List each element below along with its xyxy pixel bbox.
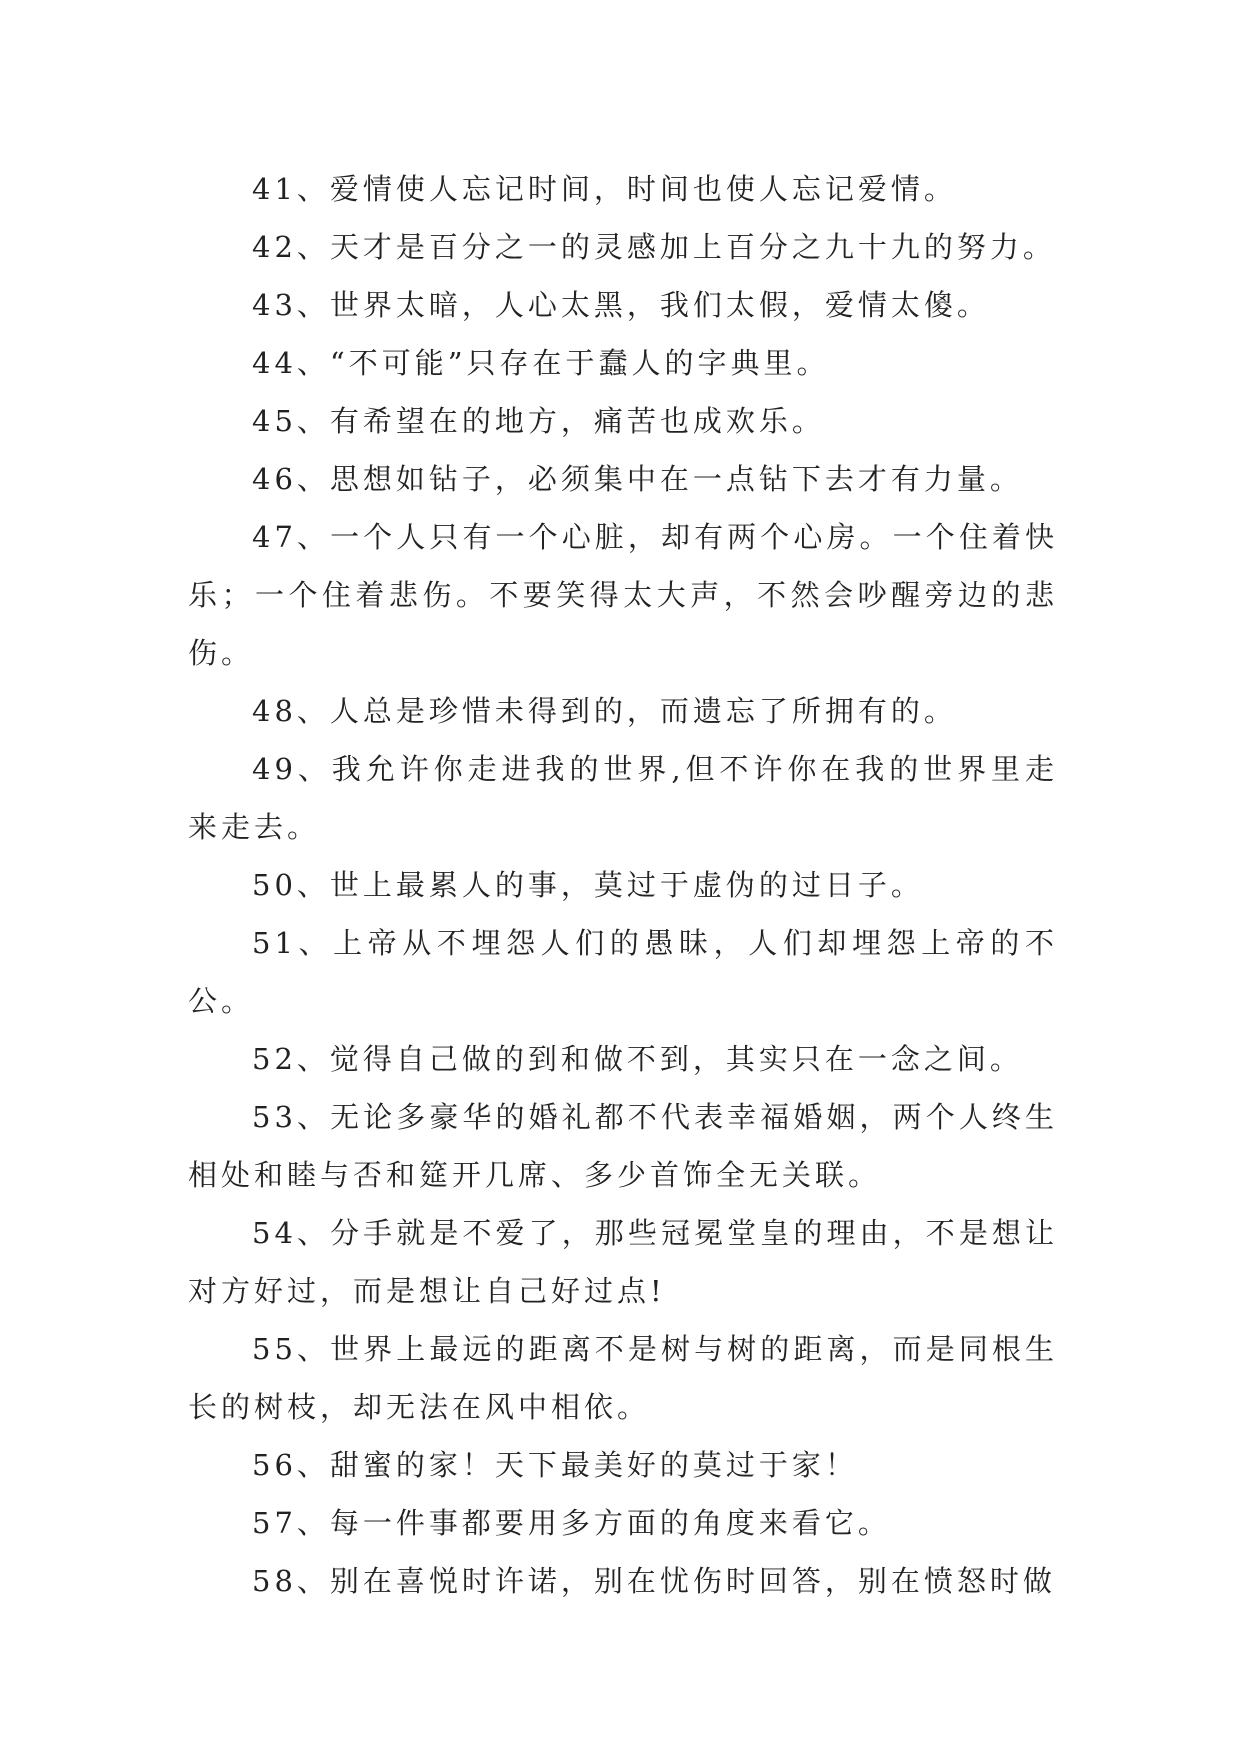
quote-paragraph-44: 44、“不可能”只存在于蠢人的字典里。 (252, 346, 830, 380)
quote-paragraph-46: 46、思想如钻子，必须集中在一点钻下去才有力量。 (252, 462, 1023, 496)
quote-paragraph-57: 57、每一件事都要用多方面的角度来看它。 (252, 1506, 891, 1540)
quote-paragraph-48: 48、人总是珍惜未得到的，而遗忘了所拥有的。 (252, 694, 957, 728)
quote-paragraph-53: 53、无论多豪华的婚礼都不代表幸福婚姻，两个人终生相处和睦与否和筵开几席、多少首饰全无关联。 (188, 1100, 1058, 1192)
quote-paragraph-55: 55、世界上最远的距离不是树与树的距离，而是同根生长的树枝，却无法在风中相依。 (188, 1332, 1058, 1424)
quote-paragraph-52: 52、觉得自己做的到和做不到，其实只在一念之间。 (252, 1042, 1023, 1076)
document-body (188, 160, 1058, 1610)
quote-paragraph-45: 45、有希望在的地方，痛苦也成欢乐。 (252, 404, 825, 438)
quote-paragraph-54: 54、分手就是不爱了，那些冠冕堂皇的理由，不是想让对方好过，而是想让自己好过点! (188, 1216, 1058, 1308)
quote-paragraph-56: 56、甜蜜的家！天下最美好的莫过于家！ (252, 1448, 858, 1482)
quote-paragraph-50: 50、世上最累人的事，莫过于虚伪的过日子。 (252, 868, 924, 902)
quote-paragraph-49: 49、我允许你走进我的世界,但不许你在我的世界里走来走去。 (188, 752, 1058, 844)
quote-paragraph-58: 58、别在喜悦时许诺，别在忧伤时回答，别在愤怒时做 (252, 1564, 1056, 1598)
quote-paragraph-51: 51、上帝从不埋怨人们的愚昧，人们却埋怨上帝的不公。 (188, 926, 1058, 1018)
quote-paragraph-41: 41、爱情使人忘记时间，时间也使人忘记爱情。 (252, 172, 957, 206)
quote-paragraph-47: 47、一个人只有一个心脏，却有两个心房。一个住着快乐；一个住着悲伤。不要笑得太大声，不然会吵醒旁边的悲伤。 (188, 520, 1058, 670)
quote-paragraph-42: 42、天才是百分之一的灵感加上百分之九十九的努力。 (252, 230, 1056, 264)
quote-paragraph-43: 43、世界太暗，人心太黑，我们太假，爱情太傻。 (252, 288, 990, 322)
